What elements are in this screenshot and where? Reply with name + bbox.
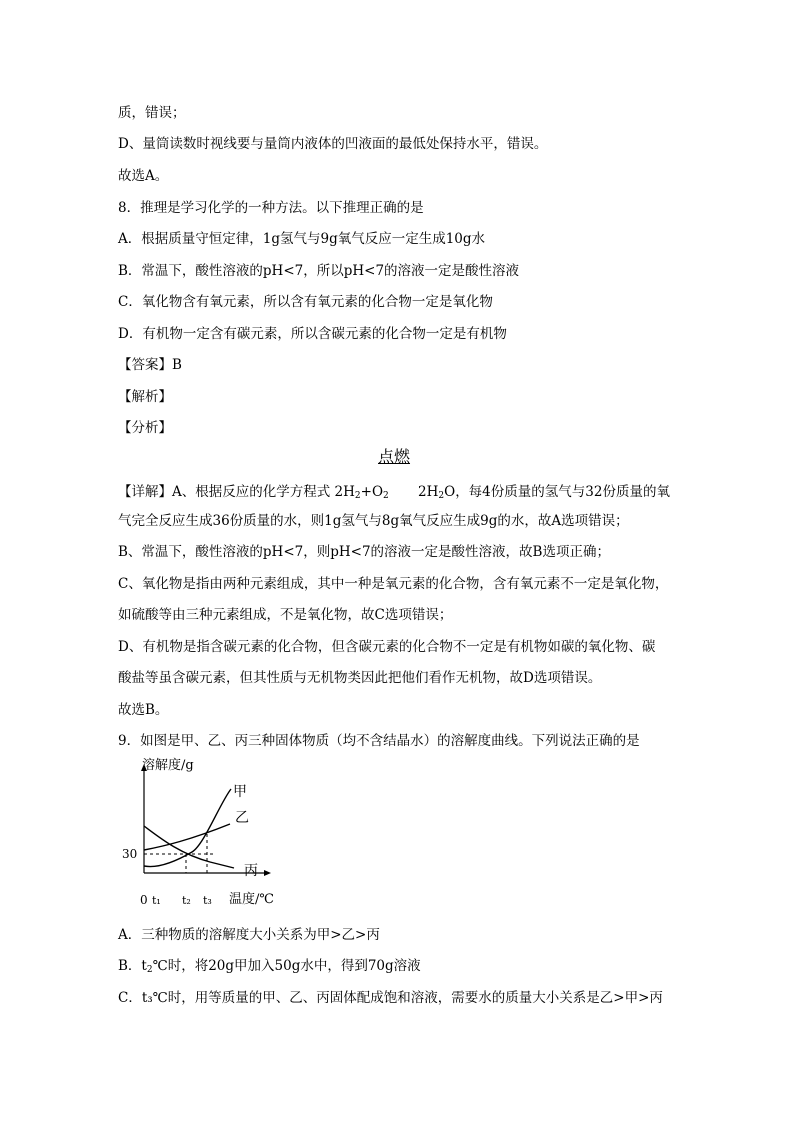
equation-left: 【详解】A、根据反应的化学方程式 $2H_2+O_2$ (118, 484, 389, 501)
series-label-bing: 丙 (244, 863, 258, 879)
series-yi-line (144, 824, 230, 850)
x-tick-label: t₁ (152, 894, 161, 907)
text-line: 酸盐等虽含碳元素，但其性质与无机物类因此把他们看作无机物，故D选项错误。 (118, 670, 602, 686)
option-a: A．三种物质的溶解度大小关系为甲>乙>丙 (118, 927, 380, 943)
text-line: D、有机物是指含碳元素的化合物，但含碳元素的化合物不一定是有机物如碳的氧化物、碳 (118, 639, 656, 655)
question-9: 9．如图是甲、乙、丙三种固体物质（均不含结晶水）的溶解度曲线。下列说法正确的是 (118, 733, 640, 749)
question-8: 8．推理是学习化学的一种方法。以下推理正确的是 (118, 200, 424, 216)
text-line: 故选A。 (118, 168, 169, 184)
x-axis-label: 温度/℃ (229, 892, 274, 907)
text-line: B、常温下，酸性溶液的pH<7，则pH<7的溶液一定是酸性溶液，故B选项正确； (118, 544, 610, 560)
option-c: C．t₃℃时，用等质量的甲、乙、丙固体配成饱和溶液，需要水的质量大小关系是乙>甲>丙 (118, 990, 663, 1006)
analysis-label: 【解析】 (118, 389, 172, 405)
answer-label: 【答案】B (118, 357, 182, 373)
series-label-jia: 甲 (233, 784, 247, 800)
text-line: 气完全反应生成36份质量的水，则1g氢气与8g氧气反应生成9g的水，故A选项错误； (118, 513, 629, 529)
x-tick-label: t₃ (203, 894, 212, 907)
y-axis-label: 溶解度/g (142, 758, 194, 773)
analysis-sub-label: 【分析】 (118, 420, 172, 436)
text-line: C、氧化物是指由两种元素组成，其中一种是氧元素的化合物，含有氧元素不一定是氧化物， (118, 576, 669, 592)
equation-right: $2H_2O$，每4份质量的氢气与32份质量的氧 (418, 484, 670, 501)
text-line: 故选B。 (118, 702, 169, 718)
series-label-yi: 乙 (235, 810, 249, 826)
x-axis-arrow (264, 870, 271, 876)
option-b: B．$t_2℃$时，将20g甲加入50g水中，得到70g溶液 (118, 958, 421, 975)
solubility-chart (122, 758, 290, 907)
x-tick-label: t₂ (182, 894, 191, 907)
option-d: D．有机物一定含有碳元素，所以含碳元素的化合物一定是有机物 (118, 326, 507, 342)
text-line: 质，错误； (118, 105, 186, 121)
origin-label: 0 (140, 893, 148, 907)
option-a: A．根据质量守恒定律，1g氢气与9g氧气反应一定生成10g水 (118, 231, 486, 247)
option-b: B．常温下，酸性溶液的pH<7，所以pH<7的溶液一定是酸性溶液 (118, 263, 520, 279)
reaction-condition: 点燃 (378, 447, 411, 466)
y-tick-label: 30 (122, 847, 138, 861)
option-c: C．氧化物含有氧元素，所以含有氧元素的化合物一定是氧化物 (118, 294, 493, 310)
text-line: 如硫酸等由三种元素组成，不是氧化物，故C选项错误； (118, 607, 453, 623)
series-jia-line (144, 789, 231, 867)
text-line: D、量筒读数时视线要与量筒内液体的凹液面的最低处保持水平，错误。 (118, 136, 548, 152)
